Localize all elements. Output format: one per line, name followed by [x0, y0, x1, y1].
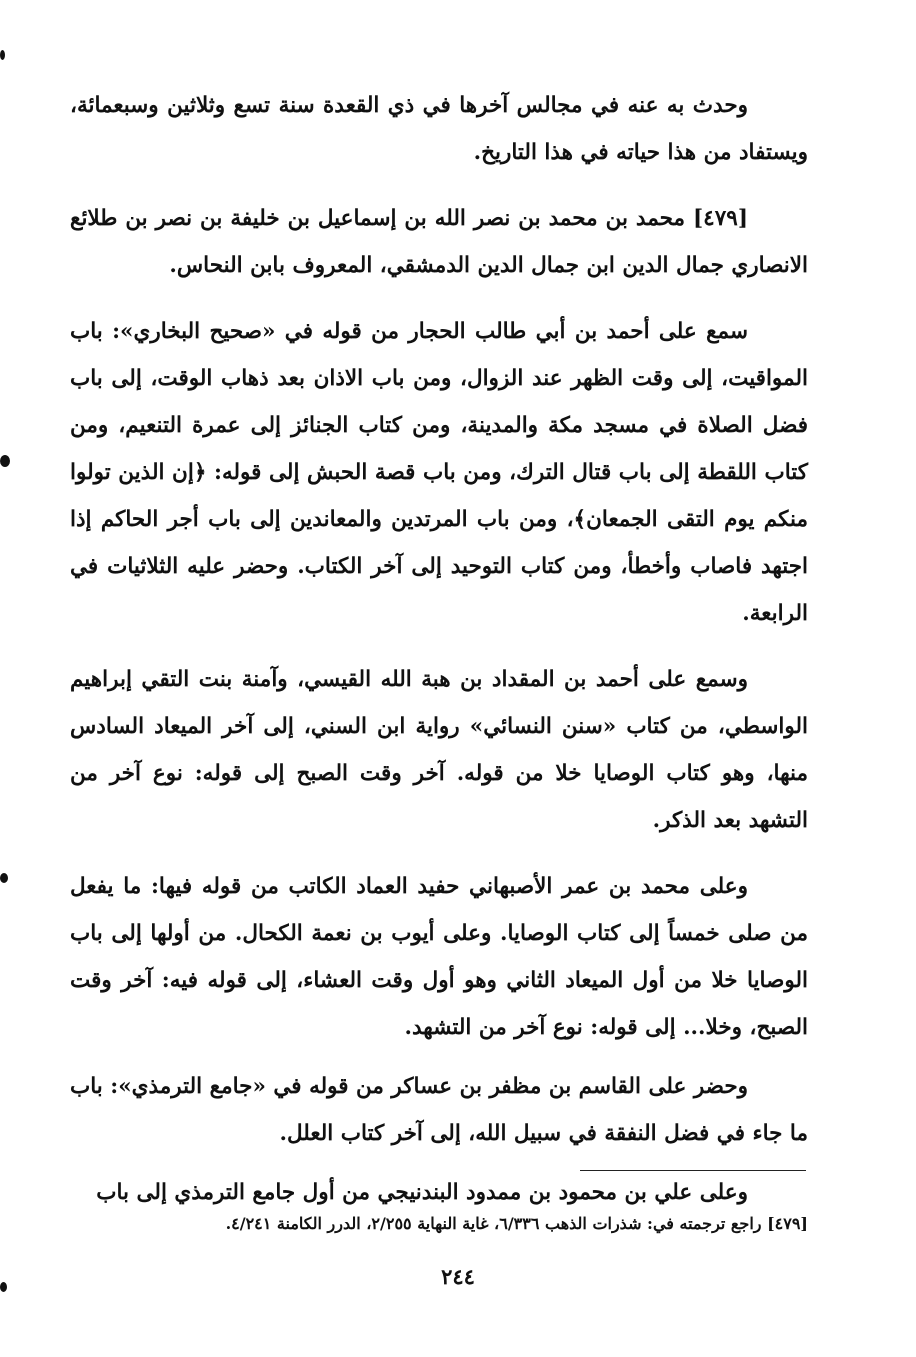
paragraph-nasai: وسمع على أحمد بن المقداد بن هبة الله القيسي، وآمنة بنت التقي إبراهيم الواسطي، من كتاب «سنن النسائي» رواية ابن السني، إلى آخر الميعاد السادس منها، وهو كتاب الوصايا خلا من قوله. آخر وقت الصبح إلى قوله: نوع آخر من التشهد بعد الذكر.: [70, 667, 808, 833]
scan-mark: [0, 873, 8, 883]
page-body: [70, 82, 808, 1235]
entry-heading-479: [٤٧٩] محمد بن محمد بن نصر الله بن إسماعيل بن خليفة بن نصر بن طلائع الانصاري جمال الدين ابن جمال الدين الدمشقي، المعروف بابن النحاس.: [70, 206, 808, 278]
paragraph-bandaniji: وعلى علي بن محمود بن ممدود البندنيجي من أول جامع الترمذي إلى باب: [96, 1180, 748, 1205]
footnote-divider: [580, 1170, 806, 1171]
scan-mark: [0, 455, 10, 467]
scan-mark: [0, 50, 5, 60]
page-number: ٢٤٤: [441, 1264, 475, 1289]
paragraph-tirmidhi: وحضر على القاسم بن مظفر بن عساكر من قوله في «جامع الترمذي»: باب ما جاء في فضل النفقة في سبيل الله، إلى آخر كتاب العلل.: [70, 1074, 808, 1146]
footnote: [٤٧٩] راجع ترجمته في: شذرات الذهب ٦/٣٣٦، غاية النهاية ٢/٢٥٥، الدرر الكامنة ٤/٢٤١.: [225, 1214, 808, 1233]
scan-mark: [0, 1282, 7, 1292]
paragraph-isbahani: وعلى محمد بن عمر الأصبهاني حفيد العماد الكاتب من قوله فيها: ما يفعل من صلى خمساً إلى كتاب الوصايا. وعلى أيوب بن نعمة الكحال. من أولها إلى باب الوصايا خلا من أول الميعاد الثاني وهو أول وقت العشاء، إلى قوله فيه: آخر وقت الصبح، وخلا... إلى قوله: نوع آخر من التشهد.: [70, 874, 808, 1040]
paragraph-bukhari: سمع على أحمد بن أبي طالب الحجار من قوله في «صحيح البخاري»: باب المواقيت، إلى وقت الظهر عند الزوال، ومن باب الاذان بعد ذهاب الوقت، إلى باب فضل الصلاة في مسجد مكة والمدينة، ومن كتاب الجنائز إلى عمرة التنعيم، ومن كتاب اللقطة إلى باب قتال الترك، ومن باب قصة الحبش إلى قوله: ﴿إن الذين تولوا منكم يوم التقى الجمعان﴾، ومن باب المرتدين والمعاندين إلى باب أجر الحاكم إذا اجتهد فاصاب وأخطأ، ومن كتاب التوحيد إلى آخر الكتاب. وحضر عليه الثلاثيات في الرابعة.: [70, 319, 808, 626]
paragraph-intro: وحدث به عنه في مجالس آخرها في ذي القعدة سنة تسع وثلاثين وسبعمائة، ويستفاد من هذا حياته في هذا التاريخ.: [70, 93, 808, 165]
